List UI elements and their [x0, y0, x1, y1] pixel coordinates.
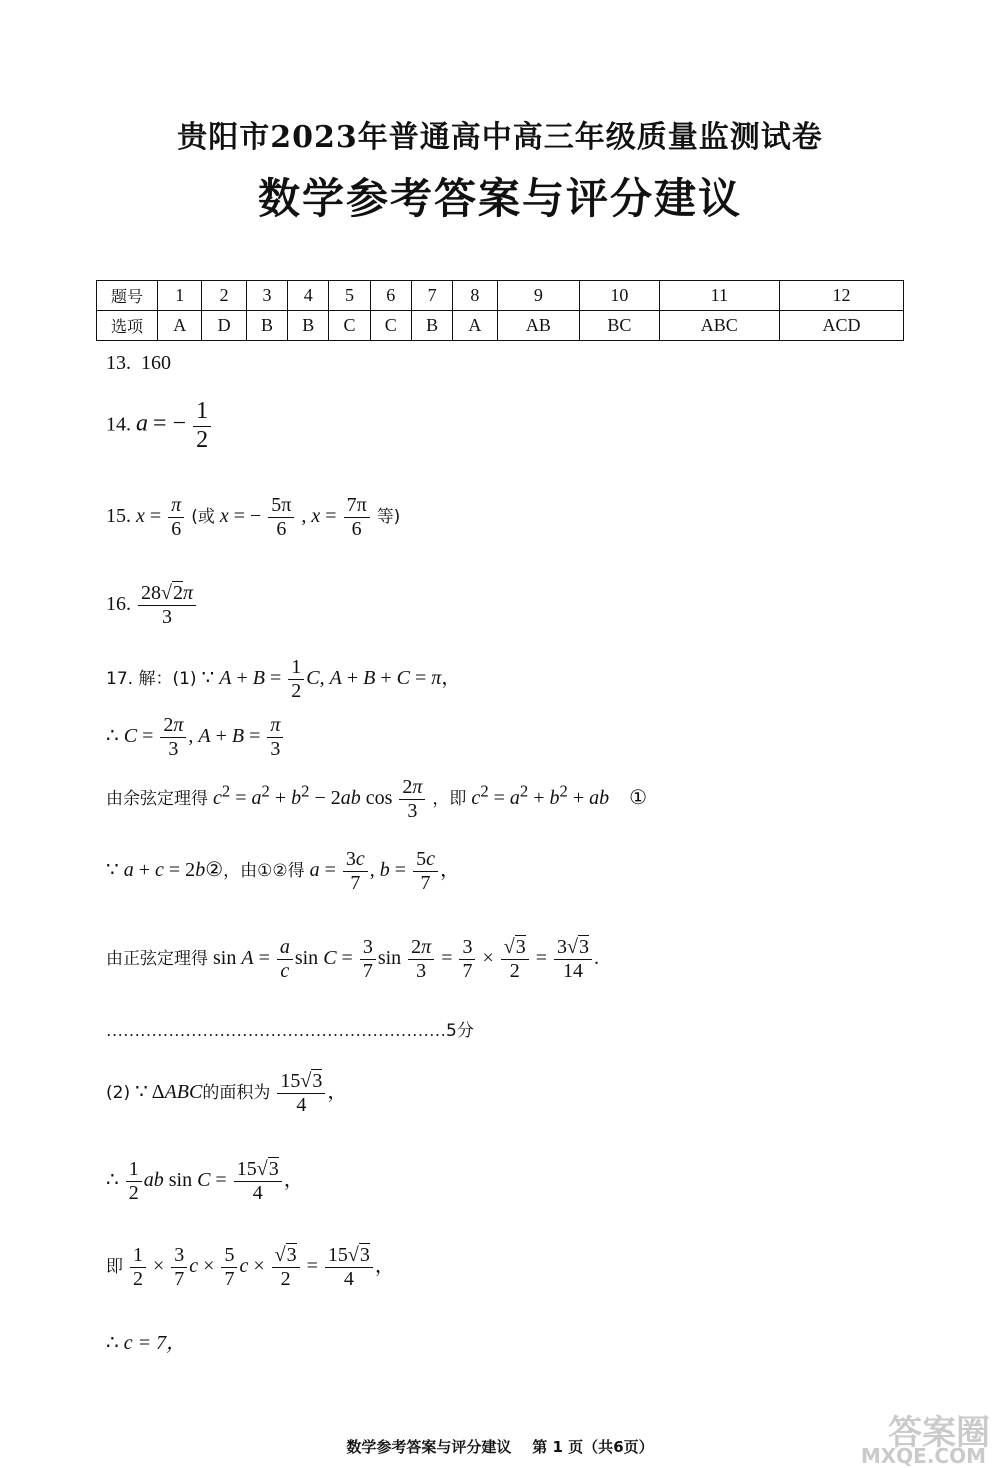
- q17-intro: 17. 解：(1): [106, 669, 197, 690]
- q15-number: 15.: [106, 505, 131, 528]
- q14-eq: = −: [153, 410, 187, 437]
- q16-radicand: 2: [172, 582, 183, 604]
- q15-eq: =: [149, 505, 162, 528]
- because-symbol-2: ∵: [106, 859, 119, 882]
- row-label-answer: 选项: [97, 311, 158, 341]
- q14-number: 14.: [106, 413, 131, 436]
- table-cell: BC: [580, 311, 659, 341]
- table-cell: 10: [580, 281, 659, 311]
- q17-line-3: 由余弦定理得 $c^2 = a^2 + b^2 - 2ab$ cos $\frac{2\pi}{3}$ ，即 $c^2 = a^2 + b^2$ + ab ①: [106, 776, 648, 822]
- q15-neg: = −: [233, 505, 262, 528]
- q17-line-2: ∴ C = $\frac{2\pi}{3}$ , A + B = $\frac{\pi}{3}$: [106, 714, 285, 761]
- table-cell: ACD: [780, 311, 904, 341]
- q15-var: x: [136, 505, 145, 528]
- table-cell: A: [453, 311, 497, 341]
- q13-line: [106, 352, 171, 375]
- area-text: 的面积为: [202, 1083, 271, 1104]
- ji-text: ，即: [432, 789, 467, 810]
- because-symbol: ∵: [201, 667, 215, 690]
- q15-frac-1: [168, 494, 184, 541]
- table-cell: A: [158, 311, 202, 341]
- footer-page-num: 1: [552, 1438, 563, 1456]
- q15-open: (或: [191, 507, 215, 528]
- frac-pi-3: $\frac{\pi}{3}$: [267, 714, 283, 761]
- q17-part2-line-3: 即 $\frac{1}{2}$ × $\frac{3}{7}$ c × $\frac{5}{7}$ c × $\frac{√3}{2}$ = $\frac{15√3}{4}$ ，: [106, 1244, 395, 1290]
- table-cell: 4: [288, 281, 329, 311]
- score-line-1: [106, 1016, 474, 1041]
- footer-page-total: 6: [613, 1438, 624, 1456]
- frac-2pi-3c: $\frac{2\pi}{3}$: [408, 936, 434, 983]
- table-cell: 6: [370, 281, 411, 311]
- frac-2pi-3: $\frac{2\pi}{3}$: [160, 714, 186, 761]
- answer-table-number-row: [97, 281, 904, 311]
- q16-line: [106, 582, 198, 629]
- q15-frac-2-den: 6: [276, 518, 287, 540]
- answer-table: [96, 280, 904, 341]
- equation-marker-2: ②: [205, 859, 224, 882]
- table-cell: C: [329, 311, 370, 341]
- exam-title: 贵阳市2023年普通高中高三年级质量监测试卷: [177, 120, 823, 155]
- frac-3sqrt3-14: $\frac{3√3}{14}$: [554, 936, 592, 983]
- q15-comma: ,: [301, 505, 307, 528]
- frac-sqrt3-2: $\frac{√3}{2}$: [501, 936, 529, 983]
- q16-coef: 28: [141, 582, 161, 604]
- q17-part2-line-2: ∴ $\frac{1}{2}$ ab sin C = $\frac{15√3}{4}$ ，: [106, 1158, 304, 1204]
- score-5: 5分: [446, 1021, 474, 1041]
- q13-number: 13.: [106, 352, 131, 374]
- c-value: c = 7，: [123, 1332, 187, 1354]
- q16-fraction: [138, 582, 196, 629]
- therefore-symbol: ∴: [106, 725, 119, 748]
- table-cell: D: [202, 311, 246, 341]
- table-cell: AB: [497, 311, 580, 341]
- table-cell: C: [370, 311, 411, 341]
- q16-number: 16.: [106, 593, 131, 616]
- q14-denominator: 2: [196, 426, 209, 453]
- footer-page-end: 页）: [623, 1438, 654, 1456]
- q13-answer: 160: [141, 352, 171, 374]
- q17-part2-line-1: (2) ∵ ΔABC的面积为 $\frac{15√3}{4}$ ，: [106, 1070, 348, 1116]
- q14-line: [106, 398, 213, 454]
- q15-frac-1-num: π: [168, 494, 184, 518]
- table-cell: 2: [202, 281, 246, 311]
- q15-eq-3: =: [325, 505, 337, 528]
- derive-text: ，由①②得: [223, 861, 305, 882]
- therefore-symbol-3: ∴: [106, 1332, 119, 1354]
- table-cell: 7: [411, 281, 452, 311]
- answer-key-title: 数学参考答案与评分建议: [257, 174, 742, 223]
- table-cell: 9: [497, 281, 580, 311]
- frac-half: $\frac{1}{2}$: [288, 656, 304, 703]
- frac-5c-7: $\frac{5c}{7}$: [413, 848, 438, 895]
- part2-label: (2): [106, 1083, 131, 1104]
- q14-var: a: [136, 410, 148, 437]
- frac-5-7: $\frac{5}{7}$: [221, 1244, 237, 1291]
- table-cell: ABC: [659, 311, 780, 341]
- table-cell: 3: [246, 281, 287, 311]
- q15-frac-2: [268, 494, 294, 541]
- because-symbol-3: ∵: [135, 1081, 148, 1104]
- q15-frac-3: [344, 494, 370, 541]
- q15-var-2: x: [219, 505, 229, 528]
- sine-law-text: 由正弦定理得: [106, 949, 208, 970]
- footer-page-unit: 页（共: [568, 1438, 614, 1456]
- frac-half-3: $\frac{1}{2}$: [130, 1244, 146, 1291]
- equation-marker-1: ①: [629, 787, 648, 810]
- frac-2pi-3b: $\frac{2\pi}{3}$: [399, 776, 425, 823]
- q17-line-5: 由正弦定理得 sin A = $\frac{a}{c}$ sin C = $\frac{3}{7}$ sin $\frac{2\pi}{3}$ = $\frac{3}{7}$ × $\frac{√3}{2}$ = $\frac{3√3}{14}$ .: [106, 936, 599, 982]
- ji-text-2: 即: [106, 1257, 123, 1278]
- table-cell: 1: [158, 281, 202, 311]
- table-cell: B: [411, 311, 452, 341]
- q14-fraction: [193, 398, 211, 454]
- frac-3c-7: $\frac{3c}{7}$: [343, 848, 368, 895]
- frac-sqrt3-2b: $\frac{√3}{2}$: [272, 1244, 300, 1291]
- table-cell: 5: [329, 281, 370, 311]
- frac-3-7: $\frac{3}{7}$: [360, 936, 376, 983]
- frac-15sqrt3-4c: $\frac{15√3}{4}$: [325, 1244, 373, 1291]
- table-cell: 8: [453, 281, 497, 311]
- q15-frac-1-den: 6: [171, 518, 182, 540]
- q17-line-4: ∵ a + c = 2b②，由①②得 a = $\frac{3c}{7}$ , b = $\frac{5c}{7}$ ，: [106, 848, 460, 894]
- q16-pi: π: [182, 582, 194, 604]
- footer-page-label: 第: [532, 1438, 548, 1456]
- answer-table-answer-row: [97, 311, 904, 341]
- q14-numerator: 1: [193, 398, 211, 427]
- q15-line: [106, 494, 400, 541]
- watermark-site: MXQE.COM: [860, 1444, 986, 1468]
- frac-15sqrt3-4: $\frac{15√3}{4}$: [277, 1070, 325, 1117]
- q16-numerator: 28√2π: [138, 582, 196, 606]
- table-cell: B: [246, 311, 287, 341]
- frac-3-7c: $\frac{3}{7}$: [171, 1244, 187, 1291]
- frac-15sqrt3-4b: $\frac{15√3}{4}$: [234, 1158, 282, 1205]
- table-cell: B: [288, 311, 329, 341]
- q15-frac-3-num: 7π: [344, 494, 370, 518]
- table-cell: 12: [780, 281, 904, 311]
- table-cell: 11: [659, 281, 780, 311]
- cosine-law-text: 由余弦定理得: [106, 789, 208, 810]
- q15-frac-2-num: 5π: [268, 494, 294, 518]
- q15-close: 等): [376, 507, 401, 528]
- q17-part2-line-4: [106, 1326, 186, 1355]
- q16-denominator: 3: [162, 606, 172, 628]
- frac-3-7b: $\frac{3}{7}$: [459, 936, 475, 983]
- q17-line-1: 17. 解：(1) ∵ A + B = $\frac{1}{2}$ C, A + B + C = π，: [106, 656, 462, 702]
- dots-leader: ……………………………………………………: [106, 1021, 446, 1040]
- page-footer: [0, 1436, 1000, 1457]
- q15-var-3: x: [311, 505, 321, 528]
- q15-frac-3-den: 6: [351, 518, 362, 540]
- row-label-number: 题号: [97, 281, 158, 311]
- footer-title: 数学参考答案与评分建议: [346, 1438, 512, 1456]
- therefore-symbol-2: ∴: [106, 1169, 119, 1192]
- frac-a-c: $\frac{a}{c}$: [277, 936, 293, 983]
- frac-half-2: $\frac{1}{2}$: [126, 1158, 142, 1205]
- watermark-logo: 答案圈: [888, 1413, 990, 1453]
